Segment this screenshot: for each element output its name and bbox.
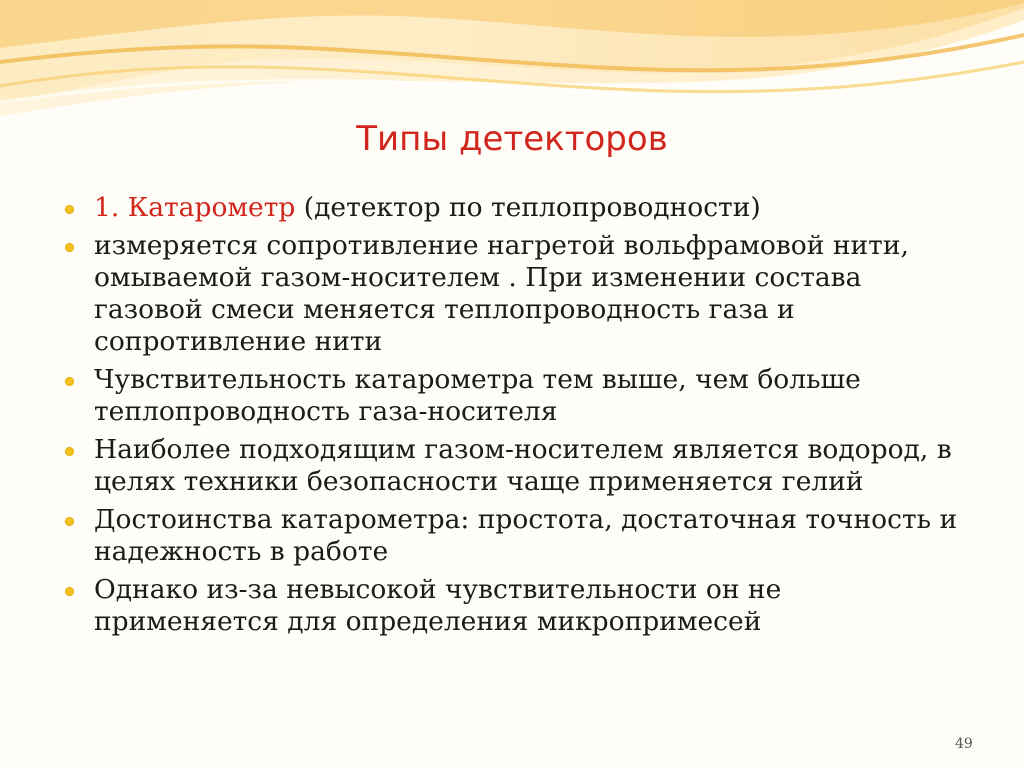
bullet-accent-text: 1. Катарометр: [94, 192, 296, 223]
bullet-text: Чувствительность катарометра тем выше, чем больше теплопроводность газа-носителя: [94, 364, 861, 427]
bullet-item-carrier-gas: [64, 434, 969, 498]
bullet-icon: [65, 377, 74, 386]
bullet-list: [64, 192, 969, 644]
decorative-wave-banner: [0, 0, 1024, 130]
bullet-icon: [65, 517, 74, 526]
bullet-icon: [65, 205, 74, 214]
bullet-text: (детектор по теплопроводности): [295, 192, 761, 223]
bullet-icon: [65, 447, 74, 456]
bullet-text: Наиболее подходящим газом-носителем является водород, в целях техники безопасности чаще применяется гелий: [94, 434, 952, 497]
bullet-item-advantages: [64, 504, 969, 568]
bullet-text: Однако из-за невысокой чувствительности он не применяется для определения микропримесей: [94, 574, 782, 637]
bullet-icon: [65, 243, 74, 252]
bullet-text: измеряется сопротивление нагретой вольфрамовой нити, омываемой газом-носителем . При изменении состава газовой смеси меняется теплопроводность газа и сопротивление нити: [94, 230, 909, 357]
bullet-item-measurement: [64, 230, 969, 358]
bullet-item-catharometer: [64, 192, 969, 224]
bullet-item-sensitivity: [64, 364, 969, 428]
bullet-icon: [65, 587, 74, 596]
bullet-text: Достоинства катарометра: простота, достаточная точность и надежность в работе: [94, 504, 958, 567]
slide-title: Типы детекторов: [356, 119, 668, 159]
bullet-item-limitation: [64, 574, 969, 638]
page-number: 49: [955, 736, 973, 752]
